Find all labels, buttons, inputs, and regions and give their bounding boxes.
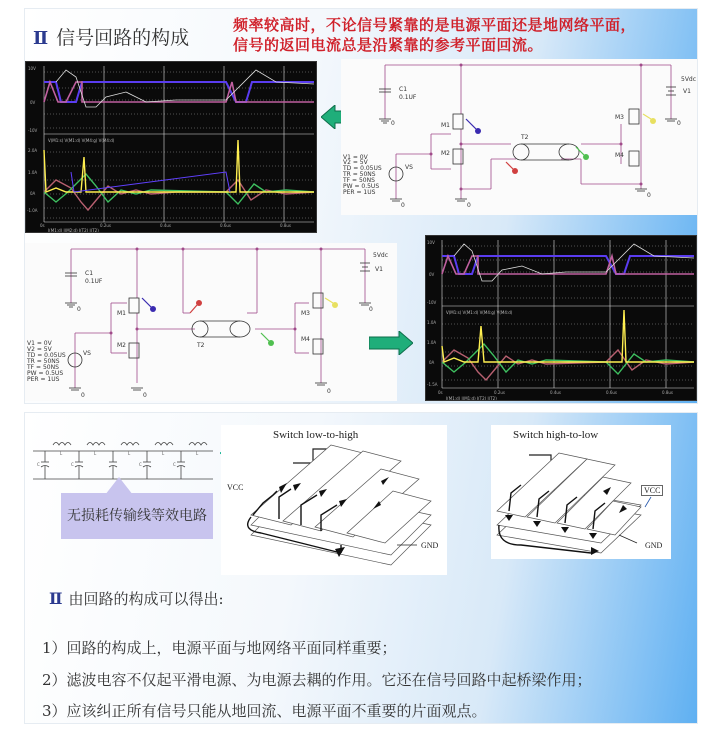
transistor-label: M3 xyxy=(301,310,310,317)
axis-label: -10V xyxy=(28,128,38,133)
gnd-label: GND xyxy=(645,541,663,550)
x-tick: 0.8us xyxy=(280,223,291,228)
supply-value: 5Vdc xyxy=(373,252,389,259)
ground-label: 0 xyxy=(369,306,373,313)
supply-value: 5Vdc xyxy=(681,76,697,83)
source-param: TR = 50NS xyxy=(343,171,376,178)
axis-label: 1.0A xyxy=(427,340,437,345)
source-param: V1 = 0V xyxy=(343,154,368,161)
title-marker: Ⅱ xyxy=(33,28,49,49)
capacitor-label: C xyxy=(173,462,176,467)
axis-label: 0A xyxy=(30,191,36,196)
conclusion-point-3: 3）应该纠正所有信号只能从地回流、电源平面不重要的片面观点。 xyxy=(42,702,487,720)
pcb-diagram-low-to-high xyxy=(221,425,447,575)
ground-label: 0 xyxy=(81,392,85,399)
source-param: TR = 50NS xyxy=(27,358,60,365)
axis-label: 1.0A xyxy=(427,320,437,325)
title-text: 信号回路的构成 xyxy=(56,27,190,49)
gnd-label: GND xyxy=(421,541,439,550)
legend-lower: I(M1:d) I(M1:d) I(T2) I(T2) xyxy=(446,396,497,401)
ground-label: 0 xyxy=(647,192,651,199)
cap-value: 0.1UF xyxy=(399,94,417,101)
pcb-diagram-high-to-low xyxy=(491,425,671,559)
inductor-label: L xyxy=(60,451,63,456)
inductor-label: L xyxy=(94,451,97,456)
arrow-right-icon xyxy=(369,331,413,359)
inductor-label: L xyxy=(196,451,199,456)
pcb-title: Switch high-to-low xyxy=(513,429,599,441)
axis-label: -1.5A xyxy=(427,382,438,387)
x-tick: 0s xyxy=(438,390,443,395)
schematic-top xyxy=(341,59,697,215)
source-param: PER = 1US xyxy=(27,376,60,383)
capacitor-label: C xyxy=(37,462,40,467)
ground-label: 0 xyxy=(77,306,81,313)
x-tick: 0.2us xyxy=(100,223,111,228)
legend-lower: I(M1:d) I(M2:d) I(T2) I(T2) xyxy=(48,228,99,233)
conclusion-heading xyxy=(49,588,224,609)
legend-upper: V(M1:s) V(M1:d) V(M4:g) V(M4:d) xyxy=(446,310,513,315)
schematic-bottom xyxy=(25,243,397,401)
supply-label: V1 xyxy=(375,266,383,273)
transistor-label: M4 xyxy=(301,336,310,343)
source-param: TF = 50NS xyxy=(343,177,375,184)
ground-label: 0 xyxy=(401,202,405,209)
tline-label: T2 xyxy=(197,342,205,349)
x-tick: 0.6us xyxy=(220,223,231,228)
x-tick: 0.6us xyxy=(606,390,617,395)
source-param: TF = 50NS xyxy=(27,364,59,371)
vcc-label: VCC xyxy=(227,483,244,492)
axis-label: 10V xyxy=(427,240,435,245)
supply-label: V1 xyxy=(683,88,691,95)
source-param: V1 = 0V xyxy=(27,340,52,347)
cap-value: 0.1UF xyxy=(85,278,103,285)
transistor-label: M1 xyxy=(117,310,126,317)
axis-label: 0A xyxy=(429,360,435,365)
source-label: VS xyxy=(405,164,413,171)
source-param: TD = 0.05US xyxy=(343,165,382,172)
transistor-label: M1 xyxy=(441,122,450,129)
source-param: V2 = 5V xyxy=(27,346,52,353)
transistor-label: M4 xyxy=(615,152,624,159)
axis-label: 0V xyxy=(30,100,36,105)
conclusion-point-1: 1）回路的构成上，电源平面与地网络平面同样重要； xyxy=(42,639,397,657)
x-tick: 0.8us xyxy=(662,390,673,395)
callout-text: 无损耗传输线等效电路 xyxy=(67,508,207,524)
ground-label: 0 xyxy=(391,120,395,127)
axis-label: 10V xyxy=(28,66,36,71)
axis-label: -10V xyxy=(427,300,437,305)
source-param: PER = 1US xyxy=(343,189,376,196)
note-line-1: 频率较高时，不论信号紧靠的是电源平面还是地网络平面， xyxy=(233,16,637,34)
inductor-label: L xyxy=(162,451,165,456)
capacitor-label: C xyxy=(71,462,74,467)
ground-label: 0 xyxy=(327,388,331,395)
transistor-label: M2 xyxy=(441,150,450,157)
x-tick: 0.2us xyxy=(494,390,505,395)
note-line-2: 信号的返回电流总是沿紧靠的参考平面回流。 xyxy=(233,36,544,54)
heading-text: 由回路的构成可以得出: xyxy=(68,590,224,608)
highlight-note xyxy=(233,15,636,55)
transistor-label: M3 xyxy=(615,114,624,121)
source-label: VS xyxy=(83,350,91,357)
axis-label: 1.0A xyxy=(28,170,38,175)
heading-marker: Ⅱ xyxy=(49,589,63,608)
transistor-label: M2 xyxy=(117,342,126,349)
slide-signal-loop xyxy=(24,8,698,404)
slide-conclusions xyxy=(24,412,698,724)
vcc-label: VCC xyxy=(641,485,663,496)
pcb-title: Switch low-to-high xyxy=(273,429,359,441)
slide-title xyxy=(33,23,189,50)
source-param: V2 = 5V xyxy=(343,159,368,166)
cap-label: C1 xyxy=(85,270,94,277)
x-tick: 0s xyxy=(40,223,45,228)
x-tick: 0.4us xyxy=(160,223,171,228)
ground-label: 0 xyxy=(677,120,681,127)
conclusion-point-2: 2）滤波电容不仅起平滑电源、为电源去耦的作用。它还在信号回路中起桥梁作用； xyxy=(42,671,592,689)
axis-label: 2.0A xyxy=(28,148,38,153)
cap-label: C1 xyxy=(399,86,408,93)
capacitor-label: C xyxy=(139,462,142,467)
source-param: TD = 0.05US xyxy=(27,352,66,359)
waveform-plot-top xyxy=(25,61,317,233)
x-tick: 0.4us xyxy=(550,390,561,395)
source-param: PW = 0.5US xyxy=(27,370,64,377)
axis-label: -1.0A xyxy=(27,208,38,213)
ground-label: 0 xyxy=(143,392,147,399)
waveform-plot-bottom xyxy=(425,235,697,401)
axis-label: 0V xyxy=(429,272,435,277)
inductor-label: L xyxy=(128,451,131,456)
ground-label: 0 xyxy=(467,202,471,209)
tline-label: T2 xyxy=(521,134,529,141)
source-param: PW = 0.5US xyxy=(343,183,380,190)
legend-upper: V(M1:s) V(M1:d) V(M4:g) V(M4:d) xyxy=(48,138,115,143)
